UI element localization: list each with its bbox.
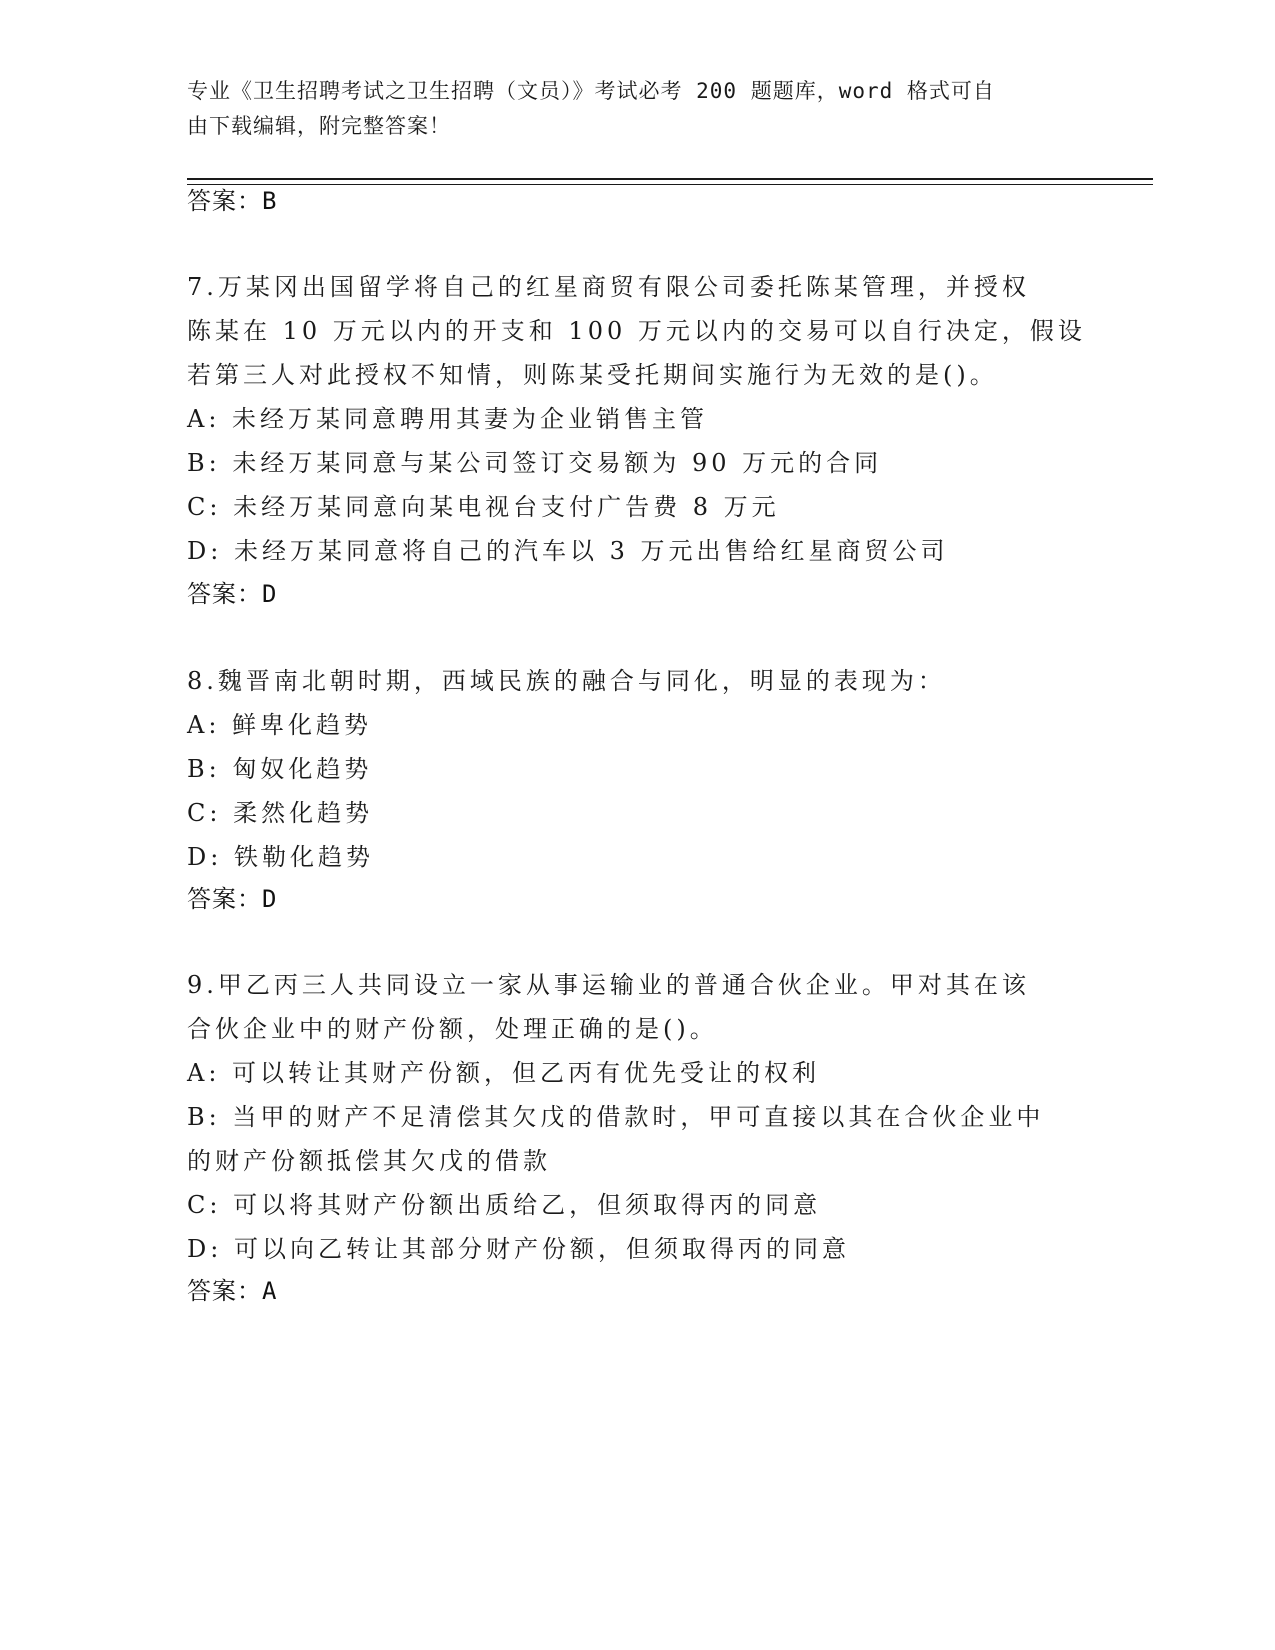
q9-option-d: D: 可以向乙转让其部分财产份额，但须取得丙的同意 [187, 1235, 850, 1263]
q9-option-c: C: 可以将其财产份额出质给乙，但须取得丙的同意 [187, 1191, 822, 1219]
q8-stem-line-1: 8.魏晋南北朝时期，西域民族的融合与同化，明显的表现为： [187, 667, 946, 695]
q8-option-a: A: 鲜卑化趋势 [187, 711, 373, 739]
answer-q9: 答案：A [187, 1277, 278, 1305]
header-divider-thin [187, 184, 1153, 185]
q7-stem-line-2: 陈某在 10 万元以内的开支和 100 万元以内的交易可以自行决定，假设 [187, 317, 1086, 345]
answer-q7: 答案：D [187, 580, 278, 608]
q9-option-a: A: 可以转让其财产份额，但乙丙有优先受让的权利 [187, 1059, 821, 1087]
q9-option-b-line-2: 的财产份额抵偿其欠戊的借款 [187, 1147, 551, 1175]
q7-option-d: D: 未经万某同意将自己的汽车以 3 万元出售给红星商贸公司 [187, 537, 949, 565]
answer-q6: 答案：B [187, 187, 278, 215]
q7-option-c: C: 未经万某同意向某电视台支付广告费 8 万元 [187, 493, 780, 521]
q7-stem-line-1: 7.万某冈出国留学将自己的红星商贸有限公司委托陈某管理，并授权 [187, 273, 1030, 301]
q7-option-a: A: 未经万某同意聘用其妻为企业销售主管 [187, 405, 709, 433]
q8-option-b: B: 匈奴化趋势 [187, 755, 373, 783]
q9-stem-line-1: 9.甲乙丙三人共同设立一家从事运输业的普通合伙企业。甲对其在该 [187, 971, 1030, 999]
q8-option-d: D: 铁勒化趋势 [187, 843, 374, 871]
answer-q8: 答案：D [187, 885, 278, 913]
q8-option-c: C: 柔然化趋势 [187, 799, 374, 827]
header-divider-thick [187, 178, 1153, 180]
header-line-2: 由下载编辑，附完整答案！ [187, 114, 451, 138]
q7-stem-line-3: 若第三人对此授权不知情，则陈某受托期间实施行为无效的是()。 [187, 361, 998, 389]
q9-stem-line-2: 合伙企业中的财产份额，处理正确的是()。 [187, 1015, 718, 1043]
q7-option-b: B: 未经万某同意与某公司签订交易额为 90 万元的合同 [187, 449, 883, 477]
q9-option-b-line-1: B: 当甲的财产不足清偿其欠戊的借款时，甲可直接以其在合伙企业中 [187, 1103, 1045, 1131]
header-line-1: 专业《卫生招聘考试之卫生招聘（文员）》考试必考 200 题题库，word 格式可自 [187, 79, 995, 103]
document-header [187, 74, 1067, 144]
